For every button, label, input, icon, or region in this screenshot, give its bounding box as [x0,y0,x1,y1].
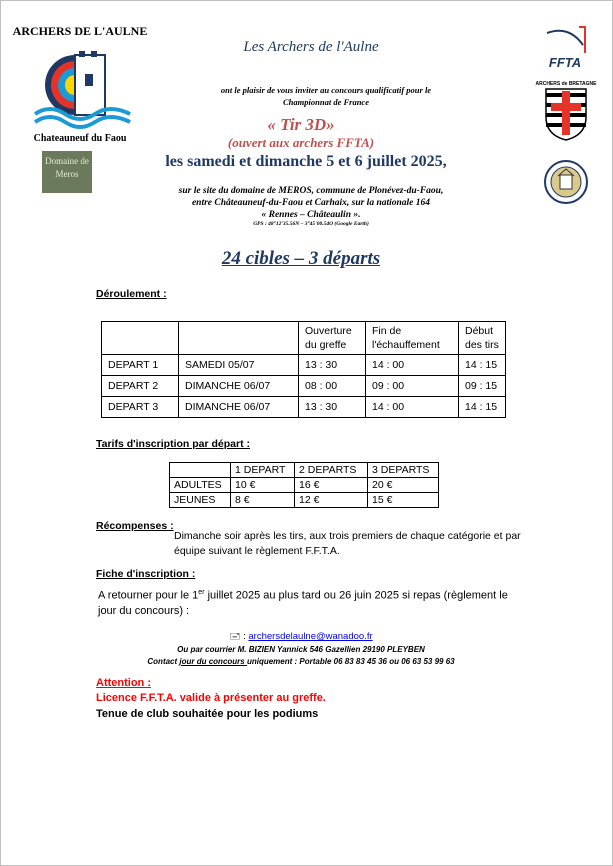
table-header-cell: Ouverture du greffe [299,322,366,355]
table-cell: 8 € [231,493,295,508]
table-cell: 08 : 00 [299,376,366,397]
table-row [170,493,439,508]
ffta-logo [539,23,591,71]
bretagne-logo [535,77,597,142]
courrier-line: Ou par courrier M. BIZIEN Yannick 546 Gazellien 29190 PLEYBEN [177,645,425,654]
table-header-cell [102,322,179,355]
table-cell: 15 € [368,493,439,508]
table-cell: JEUNES [170,493,231,508]
fiche-text [98,585,538,619]
table-cell: 16 € [295,478,368,493]
email-link[interactable]: archersdelaulne@wanadoo.fr [248,631,373,642]
table-cell: DIMANCHE 06/07 [179,376,299,397]
table-header-cell: 2 DEPARTS [295,463,368,478]
table-header-cell: 1 DEPART [231,463,295,478]
table-header-cell: 3 DEPARTS [368,463,439,478]
deroulement-table [101,321,506,418]
invitation-line-2: Championnat de France [283,97,369,107]
table-cell: SAMEDI 05/07 [179,355,299,376]
invitation-text [151,84,501,108]
table-cell: DEPART 3 [102,397,179,418]
ffta-logo-text: FFTA [548,55,582,70]
recompenses-text [174,529,554,559]
table-cell: 14 : 15 [459,355,506,376]
event-dates: les samedi et dimanche 5 et 6 juillet 2025, [165,153,447,170]
contact-line-underlined: jour du concours [179,657,247,666]
site-description [151,185,471,221]
fiche-line-1 [98,585,538,604]
club-title: Les Archers de l'Aulne [243,39,379,55]
deroulement-title: Déroulement : [96,288,167,300]
table-header-cell [179,322,299,355]
tarifs-title: Tarifs d'inscription par départ : [96,438,250,450]
event-title: « Tir 3D» [267,115,335,134]
table-header-row [102,322,506,355]
table-cell: 10 € [231,478,295,493]
table-cell: 09 : 00 [366,376,459,397]
table-cell: 20 € [368,478,439,493]
fiche-line-2: jour du concours) : [98,604,190,617]
table-cell: ADULTES [170,478,231,493]
logo-top-text: ARCHERS DE L'AULNE [12,24,148,38]
site-line-3: « Rennes – Châteaulin ». [261,210,361,220]
attention-line-2: Tenue de club souhaitée pour les podiums [96,708,319,720]
table-row [170,478,439,493]
table-header-cell: Fin de l'échauffement [366,322,459,355]
attention-title: Attention : [96,677,151,689]
club-logo [12,19,148,149]
seal-logo [543,159,589,205]
table-header-cell [170,463,231,478]
table-cell: DEPART 1 [102,355,179,376]
gps-coordinates: GPS : 48°12'35.56N – 3°45'00.54O (Google Earth) [253,221,369,227]
logo-bottom-text: Chateauneuf du Faou [33,133,127,144]
email-line [151,629,451,645]
table-cell: DIMANCHE 06/07 [179,397,299,418]
table-row [102,376,506,397]
fiche-line-1a: A retourner pour le 1 [98,589,199,602]
domaine-logo [42,151,92,193]
table-cell: 13 : 30 [299,355,366,376]
table-cell: 12 € [295,493,368,508]
site-line-1: sur le site du domaine de MEROS, commune de Plonévez-du-Faou, [178,186,444,196]
recompenses-title: Récompenses : [96,520,174,532]
domaine-logo-text: Domaine de Meros [45,156,89,179]
contact-line-b: uniquement : Portable 06 83 83 45 36 ou 06 63 53 99 63 [246,657,455,666]
table-header-cell: Début des tirs [459,322,506,355]
event-subtitle: (ouvert aux archers FFTA) [227,135,375,150]
attention-line-1: Licence F.F.T.A. valide à présenter au greffe. [96,692,326,704]
fiche-title: Fiche d'inscription : [96,568,196,580]
invitation-line-1: ont le plaisir de vous inviter au concours qualificatif pour le [220,85,432,95]
table-cell: 13 : 30 [299,397,366,418]
bretagne-logo-text: ARCHERS de BRETAGNE [535,81,597,87]
table-row [102,355,506,376]
table-row [102,397,506,418]
recompenses-line-2: équipe suivant le règlement F.F.T.A. [174,545,340,557]
headline: 24 cibles – 3 départs [221,248,381,269]
table-header-row [170,463,439,478]
table-cell: 09 : 15 [459,376,506,397]
tarifs-table [169,462,439,508]
mail-icon: 🖃 : [229,631,249,642]
table-cell: DEPART 2 [102,376,179,397]
table-cell: 14 : 00 [366,397,459,418]
recompenses-line-1: Dimanche soir après les tirs, aux trois premiers de chaque catégorie et par [174,530,521,542]
contact-line-a: Contact [147,657,180,666]
site-line-2: entre Châteauneuf-du-Faou et Carhaix, sur la nationale 164 [191,198,431,208]
table-cell: 14 : 15 [459,397,506,418]
fiche-sup: er [198,589,205,596]
fiche-line-1b: juillet 2025 au plus tard ou 26 juin 2025 si repas (règlement le [204,589,508,602]
table-cell: 14 : 00 [366,355,459,376]
contact-line [101,657,501,666]
